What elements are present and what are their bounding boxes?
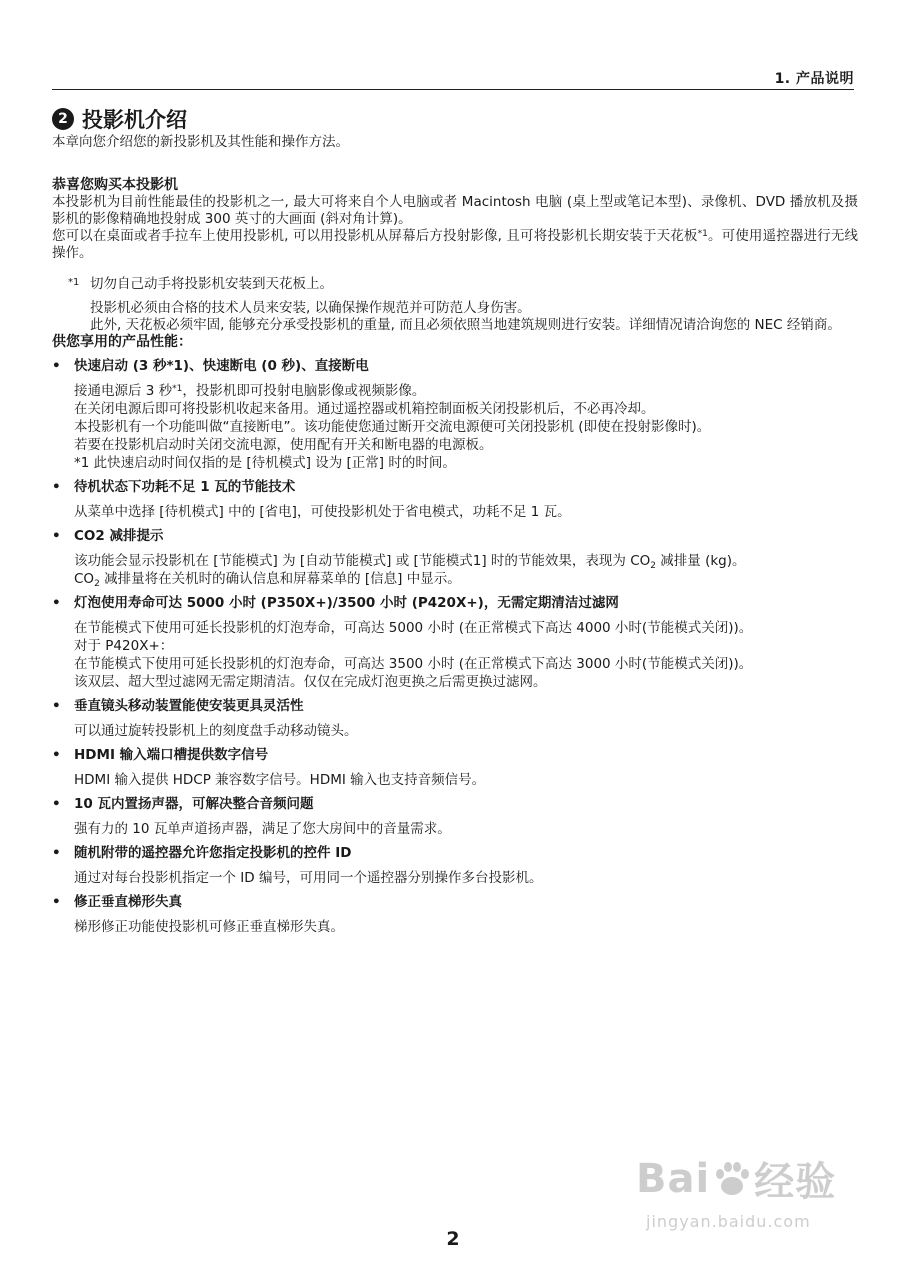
subscript: 2: [650, 561, 657, 571]
feature-detail: 在关闭电源后即可将投影机收起来备用。通过遥控器或机箱控制面板关闭投影机后，不必再冷却。: [74, 401, 655, 417]
feature-detail: 在节能模式下使用可延长投影机的灯泡寿命，可高达 3500 小时 (在正常模式下高达 3000 小时(节能模式关闭))。: [74, 656, 753, 672]
feature-title: 灯泡使用寿命可达 5000 小时 (P350X+)/3500 小时 (P420X+)，无需定期清洁过滤网: [74, 595, 619, 611]
feature-detail: [52, 570, 858, 588]
footnote-line-2: 投影机必须由合格的技术人员来安装, 以确保操作规范并可防范人身伤害。: [90, 300, 531, 316]
feature-title: 待机状态下功耗不足 1 瓦的节能技术: [74, 479, 296, 495]
bullet-icon: •: [52, 894, 61, 910]
feature-detail: [52, 552, 858, 570]
watermark-logo-text-b: 经验: [754, 1159, 837, 1205]
feature-item-co2: [52, 528, 858, 588]
feature-detail: 梯形修正功能使投影机可修正垂直梯形失真。: [74, 919, 344, 935]
footnote-line-1: 切勿自己动手将投影机安装到天花板上。: [90, 276, 333, 292]
feature-title: 10 瓦内置扬声器，可解决整合音频问题: [74, 796, 314, 812]
feature-title: CO2 减排提示: [74, 528, 164, 544]
feature-detail: 从菜单中选择 [待机模式] 中的 [省电]，可使投影机处于省电模式，功耗不足 1 瓦。: [74, 504, 571, 520]
watermark-logo: [636, 1150, 836, 1207]
congrats-heading: 恭喜您购买本投影机: [52, 177, 178, 193]
congrats-p2-tail: 。可使用遥控器进行无线操作。: [52, 228, 858, 261]
feature-item-lens-shift: [52, 698, 858, 740]
congrats-paragraph-2: [52, 228, 858, 262]
bullet-icon: •: [52, 845, 61, 861]
header-rule: [52, 89, 854, 90]
feature-detail-text: 减排量将在关机时的确认信息和屏幕菜单的 [信息] 中显示。: [99, 571, 461, 587]
bullet-icon: •: [52, 528, 61, 544]
bullet-icon: •: [52, 747, 61, 763]
congrats-paragraph-1: 本投影机为目前性能最佳的投影机之一, 最大可将来自个人电脑或者 Macintosh 电脑 (桌上型或笔记本型)、录像机、DVD 播放机及摄影机的影像精确地投射成 300 英寸的大画面 (斜对角计算)。: [52, 194, 858, 227]
feature-item-hdmi: [52, 747, 858, 789]
feature-item-speaker: [52, 796, 858, 838]
watermark-url: jingyan.baidu.com: [646, 1212, 811, 1231]
feature-item-standby-power: [52, 479, 858, 521]
feature-title: 随机附带的遥控器允许您指定投影机的控件 ID: [74, 845, 352, 861]
feature-item-keystone: [52, 894, 858, 936]
feature-detail: 可以通过旋转投影机上的刻度盘手动移动镜头。: [74, 723, 358, 739]
bullet-icon: •: [52, 479, 61, 495]
footnote-line-3: 此外, 天花板必须牢固, 能够充分承受投影机的重量, 而且必须依照当地建筑规则进行安装。详细情况请洽询您的 NEC 经销商。: [90, 317, 841, 333]
feature-detail: 对于 P420X+：: [74, 638, 174, 654]
feature-title: 垂直镜头移动装置能使安装更具灵活性: [74, 698, 304, 714]
footnote-mark: *1: [172, 384, 183, 394]
footnote-mark: *1: [697, 229, 708, 239]
feature-detail-text: 该功能会显示投影机在 [节能模式] 为 [自动节能模式] 或 [节能模式1] 时的节能效果，表现为 CO: [74, 553, 651, 569]
feature-item-control-id: [52, 845, 858, 887]
feature-detail-text: 接通电源后 3 秒: [74, 383, 173, 399]
footnote-block: [68, 276, 858, 334]
congrats-p2-main: 您可以在桌面或者手拉车上使用投影机, 可以用投影机从屏幕后方投射影像, 且可将投影机长期安装于天花板: [52, 228, 698, 244]
feature-detail: [52, 382, 858, 400]
feature-detail-text: ，投影机即可投射电脑影像或视频影像。: [182, 383, 426, 399]
footnote-mark: *1: [68, 277, 80, 288]
section-intro: 本章向您介绍您的新投影机及其性能和操作方法。: [52, 134, 349, 150]
feature-detail: HDMI 输入提供 HDCP 兼容数字信号。HDMI 输入也支持音频信号。: [74, 772, 486, 788]
feature-footnote: *1 此快速启动时间仅指的是 [待机模式] 设为 [正常] 时的时间。: [74, 455, 456, 471]
features-heading: 供您享用的产品性能：: [52, 334, 192, 350]
bullet-icon: •: [52, 698, 61, 714]
feature-detail: 在节能模式下使用可延长投影机的灯泡寿命，可高达 5000 小时 (在正常模式下高达 4000 小时(节能模式关闭))。: [74, 620, 753, 636]
paw-icon: [710, 1157, 754, 1201]
section-title: 投影机介绍: [82, 108, 187, 132]
watermark-logo-text-a: Bai: [636, 1155, 711, 1202]
feature-detail-text: 减排量 (kg)。: [656, 553, 746, 569]
feature-title: 快速启动 (3 秒*1)、快速断电 (0 秒)、直接断电: [74, 358, 369, 374]
bullet-icon: •: [52, 796, 61, 812]
section-heading: [52, 104, 187, 134]
feature-detail: 通过对每台投影机指定一个 ID 编号，可用同一个遥控器分别操作多台投影机。: [74, 870, 543, 886]
page-number: 2: [446, 1228, 460, 1250]
section-number-badge: 2: [52, 108, 74, 130]
feature-item-lamp-life: [52, 595, 858, 691]
feature-item-quick-start: [52, 358, 858, 472]
feature-title: 修正垂直梯形失真: [74, 894, 182, 910]
bullet-icon: •: [52, 595, 61, 611]
feature-detail: 若要在投影机启动时关闭交流电源，使用配有开关和断电器的电源板。: [74, 437, 493, 453]
chapter-header: 1. 产品说明: [774, 71, 854, 87]
feature-detail: 该双层、超大型过滤网无需定期清洁。仅仅在完成灯泡更换之后需更换过滤网。: [74, 674, 547, 690]
bullet-icon: •: [52, 358, 61, 374]
feature-detail-text: CO: [74, 571, 95, 587]
feature-detail: 本投影机有一个功能叫做“直接断电”。该功能使您通过断开交流电源便可关闭投影机 (即使在投射影像时)。: [74, 419, 711, 435]
feature-detail: 强有力的 10 瓦单声道扬声器，满足了您大房间中的音量需求。: [74, 821, 451, 837]
main-content: [52, 134, 858, 936]
feature-title: HDMI 输入端口槽提供数字信号: [74, 747, 269, 763]
subscript: 2: [94, 579, 100, 589]
